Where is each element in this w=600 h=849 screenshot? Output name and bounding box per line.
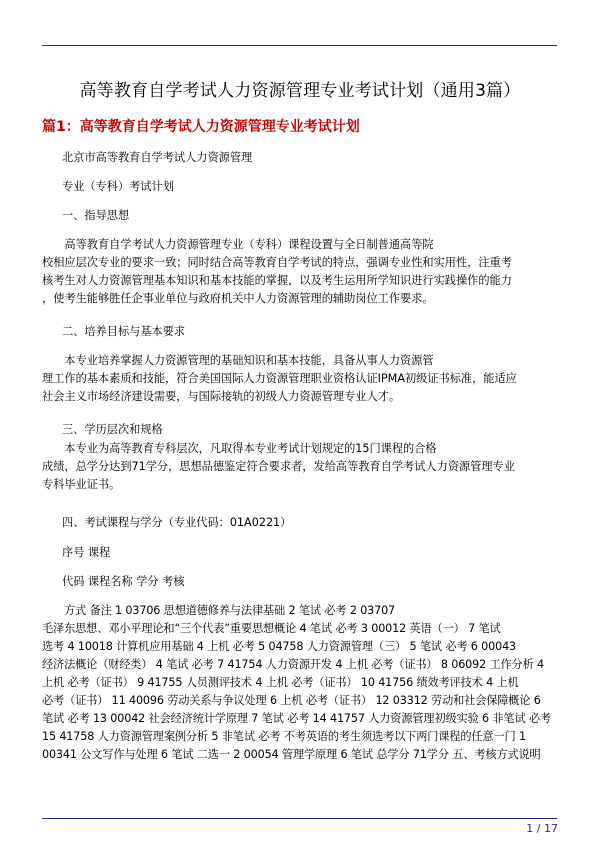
footer-rule xyxy=(42,818,557,819)
page-indicator: 1 / 17 xyxy=(526,822,558,835)
section-heading: 篇1：高等教育自学考试人力资源管理专业考试计划 xyxy=(42,119,360,135)
course-list: 方式 备注 1 03706 思想道德修养与法律基础 2 笔试 必考 2 03707 毛泽东思想、邓小平理论和“三个代表”重要思想概论 4 笔试 必考 3 00012 英语（一） 7 笔试 选考 4 10018 计算机应用基础 4 上机 必考 5 04758 人力资源管理（三） 5 笔试 必考 6 00043 经济法概论（财经类） 4 笔试 必考 7 41754 人力资源开发 4 上机 必考（证书） 8 06092 工作分析 4 上机 必考（证书） 9 41755 人员测评技术 4 上机 必考（证书） 10 41756 绩效考评技术 4 上机 必考（证书） 11 40096 劳动关系与争议处理 6 上机 必考（证书） 12 03312 劳动和社会保障概论 6 笔试 必考 13 00042 社会经济统计学原理 7 笔试 必考 14 41757 人力资源管理初级实验 6 非笔试 必考 15 41758 人力资源管理案例分析 5 非笔试 必考 不考英语的考生须选考以下两门课程的任意一门 1 00341 公文写作与处理 6 笔试 二选一 2 00054 管理学原理 6 笔试 总学分 71学分 五、考核方式说明 xyxy=(42,604,551,761)
paragraph-guiding-thought: 高等教育自学考试人力资源管理专业（专科）课程设置与全日制普通高等院 校相应层次专业的要求一致；同时结合高等教育自学考试的特点，强调专业性和实用性，注重考 核考生对人力资源管理基本知识和基本技能的掌握，以及考生运用所学知识进行实践操作的能力 ，使考生能够胜任企事业单位与政府机关中人力资源管理的辅助岗位工作要求。 xyxy=(42,238,512,305)
paragraph-org: 北京市高等教育自学考试人力资源管理 xyxy=(62,151,253,164)
paragraph-training-goals: 本专业培养掌握人力资源管理的基础知识和基本技能，具备从事人力资源管 理工作的基本素质和技能，符合美国国际人力资源管理职业资格认证IPMA初级证书标准，能适应 社会主义市场经济建设需要，与国际接轨的初级人力资源管理专业人才。 xyxy=(42,354,517,403)
heading-education-level: 三、学历层次和规格 xyxy=(62,423,163,436)
heading-guiding-thought: 一、指导思想 xyxy=(62,209,130,222)
document-title: 高等教育自学考试人力资源管理专业考试计划（通用3篇） xyxy=(79,81,521,101)
paragraph-plan-type: 专业（专科）考试计划 xyxy=(62,180,174,193)
table-header-line-2: 代码 课程名称 学分 考核 xyxy=(62,575,185,588)
paragraph-education-level: 本专业为高等教育专科层次，凡取得本专业考试计划规定的15门课程的合格 成绩，总学分达到71学分，思想品德鉴定符合要求者，发给高等教育自学考试人力资源管理专业 专科毕业证书。 xyxy=(42,442,515,491)
heading-courses-credits: 四、考试课程与学分（专业代码：01A0221） xyxy=(62,516,292,529)
header-rule xyxy=(42,45,557,46)
table-header-line-1: 序号 课程 xyxy=(62,546,111,559)
heading-training-goals: 二、培养目标与基本要求 xyxy=(62,325,186,338)
